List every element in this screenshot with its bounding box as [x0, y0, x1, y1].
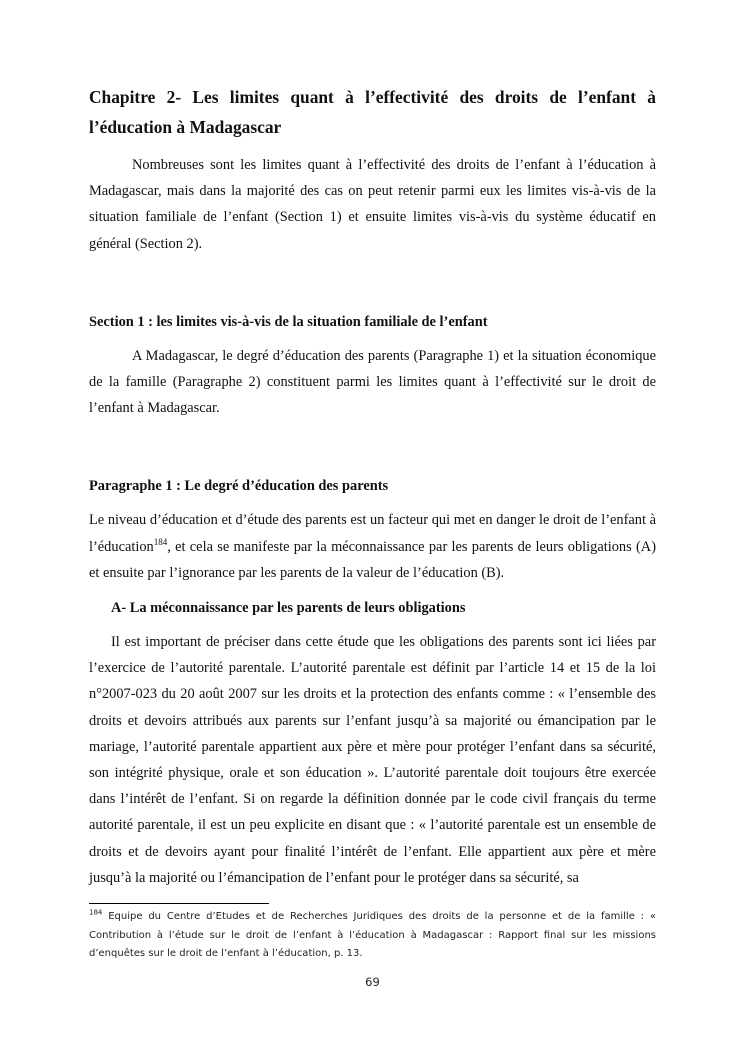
spacer [89, 257, 656, 309]
page-body [89, 82, 656, 891]
spacer [89, 421, 656, 473]
section-1-title: Section 1 : les limites vis-à-vis de la situation familiale de l’enfant [89, 313, 488, 330]
footnote-separator [89, 903, 269, 904]
paragraph-1-title: Paragraphe 1 : Le degré d’éducation des parents [89, 478, 389, 495]
spacer [89, 586, 656, 595]
section-1-text: A Madagascar, le degré d’éducation des parents (Paragraphe 1) et la situation économique de la famille (Paragraphe 2) constituent parmi les limites quant à l’effectivité sur le droit de l’enfant à Madagascar. [89, 347, 656, 417]
paragraph-1-text-after: , et cela se manifeste par la méconnaissance par les parents de leurs obligations (A) et ensuite par l’ignorance par les parents de la valeur de l’éducation (B). [89, 538, 656, 581]
footnote [89, 908, 656, 964]
chapter-title: Chapitre 2- Les limites quant à l’effectivité des droits de l’enfant à l’éducation à Madagascar [89, 87, 656, 137]
footnote-reference[interactable]: 184 [153, 536, 168, 547]
page-number: 69 [365, 975, 380, 989]
footnote-text: Equipe du Centre d’Etudes et de Recherches Juridiques des droits de la personne et de la famille : « Contribution à l’étude sur le droit de l’enfant à l’éducation à Madagascar : Rapport final sur les missions d’enquêtes sur le droit de l’enfant à l’éducation, p. 13. [89, 911, 656, 959]
paragraph-1-text [89, 507, 656, 586]
chapter-intro: Nombreuses sont les limites quant à l’effectivité des droits de l’enfant à l’éducation à Madagascar, mais dans la majorité des cas on peut retenir parmi eux les limites vis-à-vis de la situation familiale de l’enfant (Section 1) et ensuite limites vis-à-vis du système éducatif en général (Section 2). [89, 157, 656, 252]
paragraph-1-text-before: Le niveau d’éducation et d’étude des parents est un facteur qui met en danger le droit de l’enfant à l’éducation [89, 512, 656, 555]
footnote-number: 184 [89, 908, 103, 917]
subsection-a-title: A- La méconnaissance par les parents de leurs obligations [111, 600, 466, 617]
subsection-a-text: Il est important de préciser dans cette étude que les obligations des parents sont ici liées par l’exercice de l’autorité parentale. L’autorité parentale est définit par l’article 14 et 15 de la loi n°2007-023 du 20 août 2007 sur les droits et la protection des enfants comme : « l’ensemble des droits et devoirs attribués aux parents sur l’enfant jusqu’à sa majorité ou émancipation par le mariage, l’autorité parentale appartient aux père et mère pour protéger l’enfant dans sa sécurité, son intégrité physique, orale et son éducation ». L’autorité parentale doit toujours être exercée dans l’intérêt de l’enfant. Si on regarde la définition donnée par le code civil français du terme autorité parentale, il est un peu explicite en disant que : « l’autorité parentale est un ensemble de droits et de devoirs ayant pour finalité l’intérêt de l’enfant. Elle appartient aux père et mère jusqu’à la majorité ou l’émancipation de l’enfant pour le protéger dans sa sécurité, sa [89, 634, 656, 886]
